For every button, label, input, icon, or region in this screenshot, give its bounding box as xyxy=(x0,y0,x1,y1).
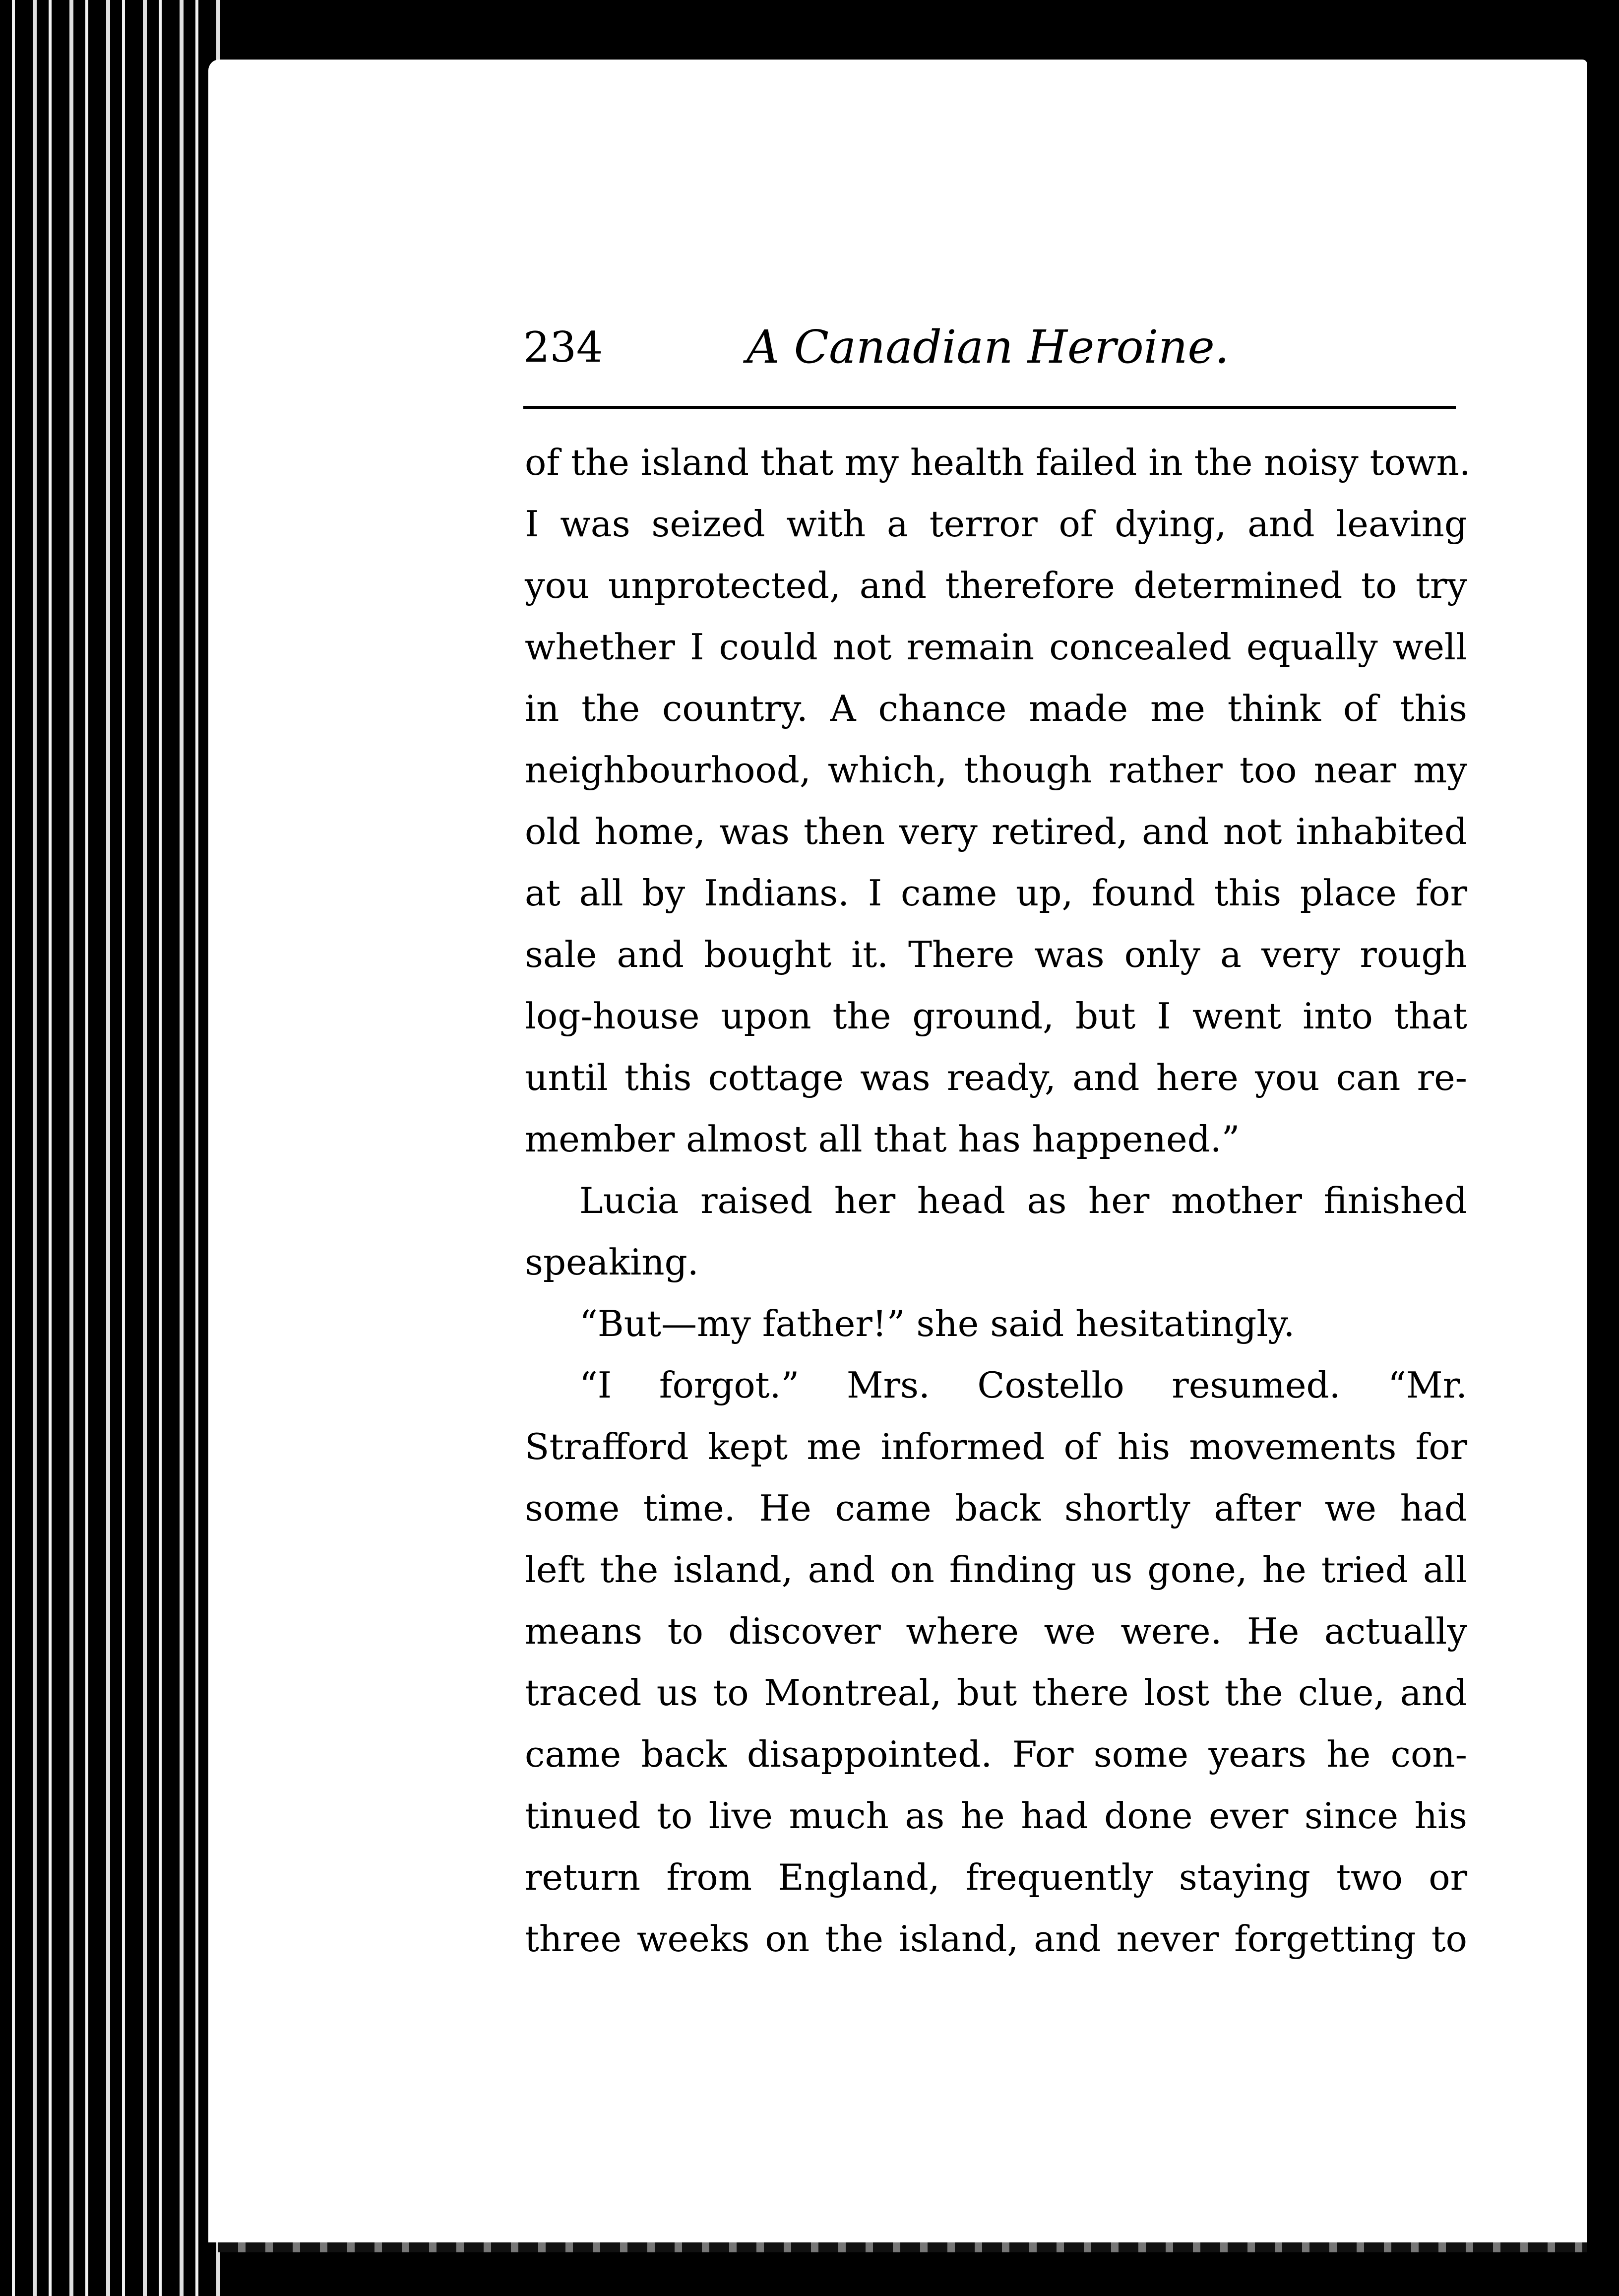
text-line: whether I could not remain concealed equally well xyxy=(525,626,1467,668)
text-line: left the island, and on finding us gone, he tried all xyxy=(525,1549,1467,1591)
text-line: tinued to live much as he had done ever since his xyxy=(525,1795,1467,1837)
header-rule xyxy=(523,406,1456,409)
text-line: sale and bought it. There was only a very rough xyxy=(525,934,1467,975)
text-line: speaking. xyxy=(525,1241,699,1283)
text-line: return from England, frequently staying two or xyxy=(525,1856,1467,1898)
text-line: “But—my father!” she said hesitatingly. xyxy=(579,1303,1295,1344)
text-line: means to discover where we were. He actually xyxy=(525,1610,1467,1652)
book-binding xyxy=(0,0,228,2296)
page-number: 234 xyxy=(523,323,603,372)
text-line: Strafford kept me informed of his movements for xyxy=(525,1426,1467,1467)
text-line: until this cottage was ready, and here you can re- xyxy=(525,1057,1467,1098)
text-line: three weeks on the island, and never forgetting to xyxy=(525,1918,1467,1960)
text-line: I was seized with a terror of dying, and leaving xyxy=(525,503,1467,545)
text-line: old home, was then very retired, and not inhabited xyxy=(525,811,1467,852)
text-line: some time. He came back shortly after we had xyxy=(525,1487,1467,1529)
text-line: at all by Indians. I came up, found this place for xyxy=(525,872,1467,914)
text-line: neighbourhood, which, though rather too near my xyxy=(525,749,1467,791)
text-line: came back disappointed. For some years he con- xyxy=(525,1733,1467,1775)
text-line: Lucia raised her head as her mother finished xyxy=(579,1180,1467,1221)
text-line: log-house upon the ground, but I went into that xyxy=(525,995,1467,1037)
page-header xyxy=(523,320,1456,380)
text-line: member almost all that has happened.” xyxy=(525,1118,1240,1160)
running-title: A Canadian Heroine. xyxy=(747,320,1230,374)
text-line: you unprotected, and therefore determined to try xyxy=(525,565,1467,606)
text-line: traced us to Montreal, but there lost the clue, and xyxy=(525,1672,1467,1714)
body-text xyxy=(525,432,1471,1970)
text-line: of the island that my health failed in the noisy town. xyxy=(525,442,1471,483)
text-line: in the country. A chance made me think of this xyxy=(525,688,1467,729)
text-line: “I forgot.” Mrs. Costello resumed. “Mr. xyxy=(579,1364,1467,1406)
page-bottom-edge xyxy=(218,2242,1587,2252)
